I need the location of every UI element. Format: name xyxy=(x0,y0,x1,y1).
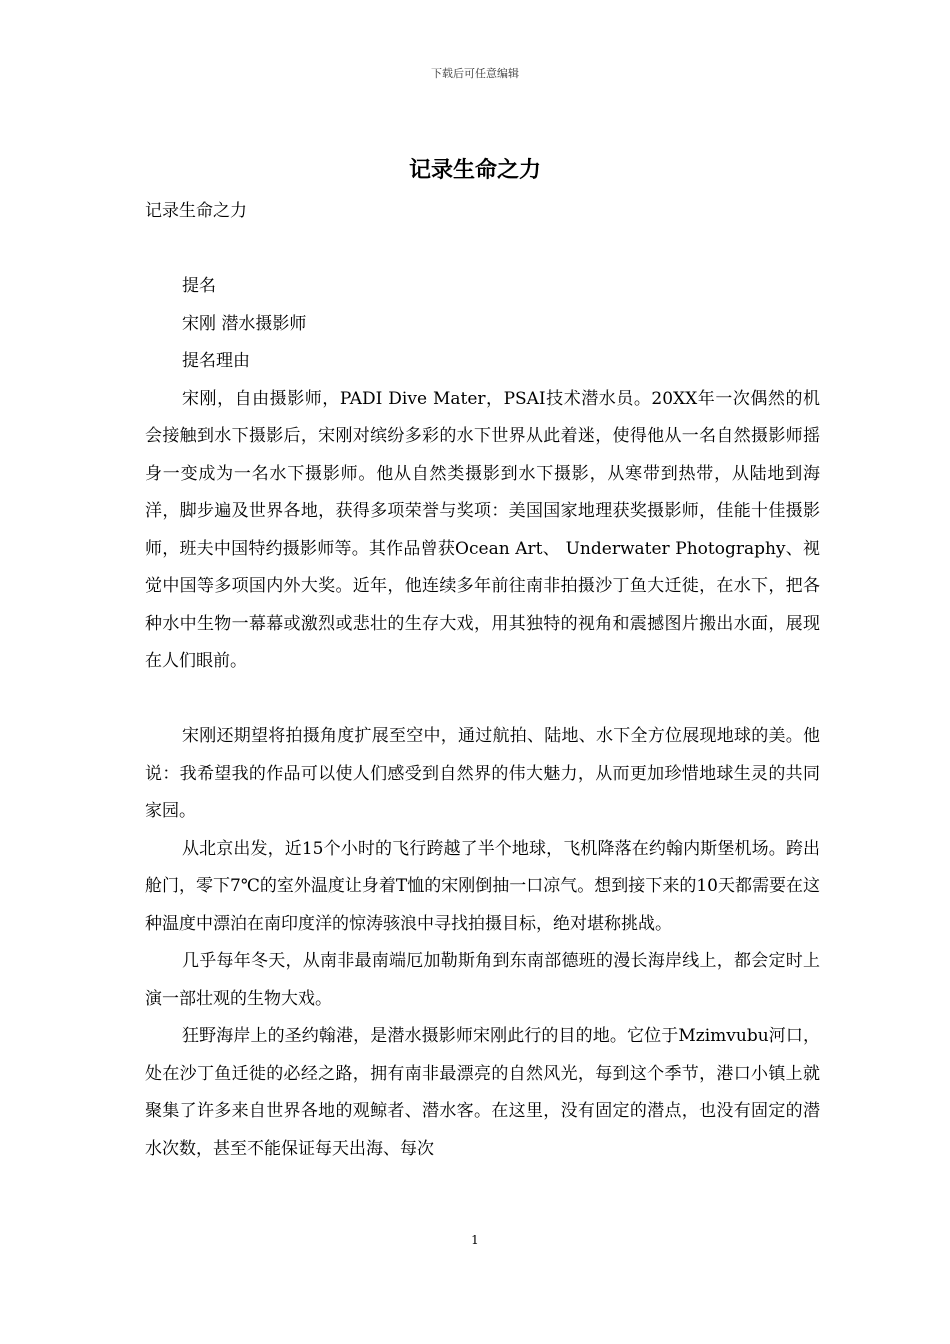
reason-label: 提名理由 xyxy=(182,351,250,371)
blank-line xyxy=(145,681,820,719)
paragraph-journey: 从北京出发，近15个小时的飞行跨越了半个地球，飞机降落在约翰内斯堡机场。跨出舱门，零下7℃的室外温度让身着T恤的宋刚倒抽一口凉气。想到接下来的10天都需要在这种温度中漂泊在南印度洋的惊涛骇浪中寻找拍摄目标，绝对堪称挑战。 xyxy=(145,838,820,934)
blank-line xyxy=(145,231,820,269)
paragraph-port: 狂野海岸上的圣约翰港，是潜水摄影师宋刚此行的目的地。它位于Mzimvubu河口，处在沙丁鱼迁徙的必经之路，拥有南非最漂亮的自然风光，每到这个季节，港口小镇上就聚集了许多来自世界各地的观鲸者、潜水客。在这里，没有固定的潜点，也没有固定的潜水次数，甚至不能保证每天出海、每次 xyxy=(145,1026,820,1159)
subtitle: 记录生命之力 xyxy=(145,201,247,221)
document-body xyxy=(145,193,820,1168)
paragraph-winter: 几乎每年冬天，从南非最南端厄加勒斯角到东南部德班的漫长海岸线上，都会定时上演一部壮观的生物大戏。 xyxy=(145,951,820,1009)
nominee-line: 宋刚 潜水摄影师 xyxy=(182,313,307,334)
paragraph-aerial: 宋刚还期望将拍摄角度扩展至空中，通过航拍、陆地、水下全方位展现地球的美。他说：我希望我的作品可以使人们感受到自然界的伟大魅力，从而更加珍惜地球生灵的共同家园。 xyxy=(145,726,820,821)
document-title: 记录生命之力 xyxy=(408,157,541,183)
paragraph-intro: 宋刚，自由摄影师，PADI Dive Mater，PSAI技术潜水员。20XX年一次偶然的机会接触到水下摄影后，宋刚对缤纷多彩的水下世界从此着迷，使得他从一名自然摄影师摇身一变成为一名水下摄影师。他从自然类摄影到水下摄影，从寒带到热带，从陆地到海洋，脚步遍及世界各地，获得多项荣誉与奖项：美国国家地理获奖摄影师，佳能十佳摄影师，班夫中国特约摄影师等。其作品曾获Ocean Art、 Underwater Photography、视觉中国等多项国内外大奖。近年，他连续多年前往南非拍摄沙丁鱼大迁徙，在水下，把各种水中生物一幕幕或激烈或悲壮的生存大戏，用其独特的视角和震撼图片搬出水面，展现在人们眼前。 xyxy=(145,388,820,671)
page-number: 1 xyxy=(471,1233,479,1247)
page-header: 下载后可任意编辑 xyxy=(431,67,519,80)
nomination-label: 提名 xyxy=(182,276,216,296)
